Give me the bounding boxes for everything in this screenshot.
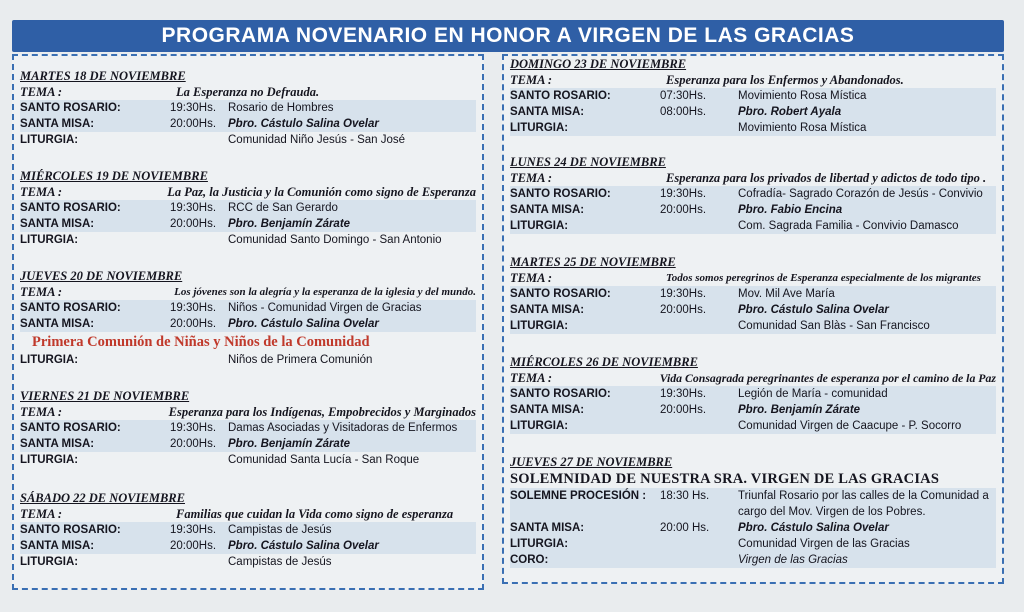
rosario-label: SANTO ROSARIO: bbox=[510, 90, 611, 102]
liturgia-group: Comunidad Virgen de las Gracias bbox=[738, 538, 910, 550]
tema-label: TEMA : bbox=[510, 271, 553, 285]
liturgia-row bbox=[510, 318, 996, 334]
liturgia-label: LITURGIA: bbox=[510, 122, 569, 134]
liturgia-row bbox=[20, 232, 476, 248]
day-block-viernes-21 bbox=[20, 388, 476, 468]
misa-time: 20:00Hs. bbox=[170, 540, 217, 552]
misa-row bbox=[20, 538, 476, 554]
tema-row bbox=[510, 170, 996, 186]
rosario-group: Mov. Mil Ave María bbox=[738, 288, 835, 300]
tema-text: Los jóvenes son la alegría y la esperanza de la iglesia y del mundo. bbox=[174, 286, 476, 298]
tema-text: Familias que cuidan la Vida como signo de esperanza bbox=[176, 507, 454, 521]
misa-label: SANTA MISA: bbox=[20, 438, 95, 450]
day-block-jueves-27 bbox=[510, 454, 996, 568]
rosario-row bbox=[20, 300, 476, 316]
misa-label: SANTA MISA: bbox=[510, 106, 585, 118]
day-title: MARTES 18 DE NOVIEMBRE bbox=[20, 69, 186, 83]
day-block-jueves-20 bbox=[20, 268, 476, 368]
liturgia-group: Comunidad San Blàs - San Francisco bbox=[738, 320, 930, 332]
misa-label: SANTA MISA: bbox=[20, 540, 95, 552]
rosario-time: 19:30Hs. bbox=[660, 388, 707, 400]
misa-celebrant: Pbro. Cástulo Salina Ovelar bbox=[738, 304, 889, 316]
misa-row bbox=[20, 216, 476, 232]
tema-label: TEMA : bbox=[20, 85, 63, 99]
rosario-label: SANTO ROSARIO: bbox=[510, 388, 611, 400]
misa-row bbox=[20, 316, 476, 332]
liturgia-group: Comunidad Niño Jesús - San José bbox=[228, 134, 406, 146]
liturgia-row bbox=[510, 536, 996, 552]
tema-text: Vida Consagrada peregrinantes de esperanza por el camino de la Paz bbox=[659, 371, 996, 385]
tema-text: Esperanza para los Indígenas, Empobrecidos y Marginados bbox=[168, 405, 476, 419]
misa-celebrant: Pbro. Robert Ayala bbox=[738, 106, 842, 118]
rosario-label: SANTO ROSARIO: bbox=[510, 188, 611, 200]
liturgia-group: Comunidad Virgen de Caacupe - P. Socorro bbox=[738, 420, 962, 432]
day-title: MIÉRCOLES 26 DE NOVIEMBRE bbox=[510, 355, 698, 369]
rosario-label: SANTO ROSARIO: bbox=[20, 202, 121, 214]
tema-row bbox=[510, 72, 996, 88]
tema-label: TEMA : bbox=[20, 507, 63, 521]
rosario-group: Cofradía- Sagrado Corazón de Jesús - Convivio bbox=[738, 188, 983, 200]
rosario-row bbox=[510, 88, 996, 104]
procesion-time: 18:30 Hs. bbox=[660, 490, 710, 502]
misa-time: 20:00 Hs. bbox=[660, 522, 710, 534]
misa-time: 20:00Hs. bbox=[170, 438, 217, 450]
first-communion-notice: Primera Comunión de Niñas y Niños de la Comunidad bbox=[32, 334, 370, 350]
misa-label: SANTA MISA: bbox=[20, 318, 95, 330]
liturgia-row bbox=[20, 554, 476, 570]
liturgia-row bbox=[510, 120, 996, 136]
rosario-row bbox=[510, 286, 996, 302]
misa-time: 20:00Hs. bbox=[660, 404, 707, 416]
misa-row bbox=[20, 116, 476, 132]
rosario-label: SANTO ROSARIO: bbox=[20, 524, 121, 536]
misa-row bbox=[20, 436, 476, 452]
liturgia-label: LITURGIA: bbox=[510, 538, 569, 550]
misa-label: SANTA MISA: bbox=[20, 218, 95, 230]
liturgia-group: Niños de Primera Comunión bbox=[228, 354, 373, 366]
day-block-sabado-22 bbox=[20, 490, 476, 570]
liturgia-label: LITURGIA: bbox=[20, 354, 79, 366]
right-column bbox=[502, 54, 1004, 584]
misa-time: 20:00Hs. bbox=[660, 204, 707, 216]
rosario-group: Movimiento Rosa Mística bbox=[738, 90, 867, 102]
misa-label: SANTA MISA: bbox=[510, 204, 585, 216]
misa-celebrant: Pbro. Fabio Encina bbox=[738, 204, 843, 216]
misa-celebrant: Pbro. Cástulo Salina Ovelar bbox=[228, 118, 379, 130]
procesion-label: SOLEMNE PROCESIÓN : bbox=[510, 490, 647, 502]
tema-text: Esperanza para los privados de libertad y adictos de todo tipo . bbox=[666, 171, 987, 185]
misa-row bbox=[510, 302, 996, 318]
misa-label: SANTA MISA: bbox=[20, 118, 95, 130]
misa-label: SANTA MISA: bbox=[510, 404, 585, 416]
rosario-row bbox=[510, 186, 996, 202]
misa-celebrant: Pbro. Cástulo Salina Ovelar bbox=[228, 318, 379, 330]
liturgia-group: Campistas de Jesús bbox=[228, 556, 332, 568]
misa-time: 20:00Hs. bbox=[170, 218, 217, 230]
misa-time: 08:00Hs. bbox=[660, 106, 707, 118]
liturgia-row bbox=[20, 452, 476, 468]
day-title: JUEVES 27 DE NOVIEMBRE bbox=[510, 455, 673, 469]
liturgia-row bbox=[20, 352, 476, 368]
tema-row bbox=[20, 404, 476, 420]
day-title: VIERNES 21 DE NOVIEMBRE bbox=[20, 389, 190, 403]
misa-celebrant: Pbro. Cástulo Salina Ovelar bbox=[738, 522, 889, 534]
tema-label: TEMA : bbox=[510, 73, 553, 87]
misa-row bbox=[510, 402, 996, 418]
rosario-group: RCC de San Gerardo bbox=[228, 202, 338, 214]
misa-row bbox=[510, 104, 996, 120]
rosario-group: Legión de María - comunidad bbox=[738, 388, 888, 400]
page-title: PROGRAMA NOVENARIO EN HONOR A VIRGEN DE LAS GRACIAS bbox=[12, 20, 1004, 52]
procesion-row bbox=[510, 488, 996, 520]
rosario-row bbox=[20, 200, 476, 216]
liturgia-label: LITURGIA: bbox=[20, 556, 79, 568]
rosario-group: Damas Asociadas y Visitadoras de Enfermos bbox=[228, 422, 458, 434]
liturgia-label: LITURGIA: bbox=[510, 420, 569, 432]
tema-text: La Paz, la Justicia y la Comunión como signo de Esperanza bbox=[167, 185, 476, 199]
rosario-row bbox=[20, 420, 476, 436]
rosario-row bbox=[20, 100, 476, 116]
tema-text: Todos somos peregrinos de Esperanza especialmente de los migrantes bbox=[666, 272, 981, 284]
tema-row bbox=[510, 370, 996, 386]
day-block-lunes-24 bbox=[510, 154, 996, 234]
tema-label: TEMA : bbox=[20, 185, 63, 199]
misa-time: 20:00Hs. bbox=[170, 118, 217, 130]
day-block-domingo-23 bbox=[510, 56, 996, 136]
day-title: SÁBADO 22 DE NOVIEMBRE bbox=[20, 491, 185, 505]
day-title: JUEVES 20 DE NOVIEMBRE bbox=[20, 269, 183, 283]
misa-row bbox=[510, 520, 996, 536]
liturgia-label: LITURGIA: bbox=[20, 234, 79, 246]
rosario-time: 19:30Hs. bbox=[170, 524, 217, 536]
liturgia-label: LITURGIA: bbox=[510, 320, 569, 332]
rosario-row bbox=[20, 522, 476, 538]
day-block-martes-25 bbox=[510, 254, 996, 334]
liturgia-row bbox=[510, 418, 996, 434]
liturgia-row bbox=[510, 218, 996, 234]
rosario-time: 19:30Hs. bbox=[170, 422, 217, 434]
liturgia-row bbox=[20, 132, 476, 148]
liturgia-group: Comunidad Santo Domingo - San Antonio bbox=[228, 234, 442, 246]
tema-label: TEMA : bbox=[510, 171, 553, 185]
liturgia-label: LITURGIA: bbox=[510, 220, 569, 232]
coro-group: Virgen de las Gracias bbox=[738, 554, 848, 566]
misa-row bbox=[510, 202, 996, 218]
day-block-martes-18 bbox=[20, 68, 476, 148]
tema-label: TEMA : bbox=[20, 405, 63, 419]
tema-text: Esperanza para los Enfermos y Abandonados. bbox=[666, 73, 904, 87]
tema-row bbox=[510, 270, 996, 286]
liturgia-label: LITURGIA: bbox=[20, 454, 79, 466]
rosario-time: 19:30Hs. bbox=[660, 288, 707, 300]
coro-row bbox=[510, 552, 996, 568]
rosario-label: SANTO ROSARIO: bbox=[510, 288, 611, 300]
tema-row bbox=[20, 184, 476, 200]
misa-celebrant: Pbro. Benjamín Zárate bbox=[738, 404, 861, 416]
liturgia-group: Movimiento Rosa Mística bbox=[738, 122, 867, 134]
misa-celebrant: Pbro. Benjamín Zárate bbox=[228, 218, 351, 230]
rosario-group: Niños - Comunidad Virgen de Gracias bbox=[228, 302, 422, 314]
tema-row bbox=[20, 84, 476, 100]
liturgia-label: LITURGIA: bbox=[20, 134, 79, 146]
rosario-time: 19:30Hs. bbox=[170, 302, 217, 314]
day-block-miercoles-26 bbox=[510, 354, 996, 434]
rosario-time: 07:30Hs. bbox=[660, 90, 707, 102]
day-title: MIÉRCOLES 19 DE NOVIEMBRE bbox=[20, 169, 208, 183]
tema-row bbox=[20, 284, 476, 300]
rosario-group: Campistas de Jesús bbox=[228, 524, 332, 536]
rosario-time: 19:30Hs. bbox=[660, 188, 707, 200]
rosario-row bbox=[510, 386, 996, 402]
rosario-time: 19:30Hs. bbox=[170, 102, 217, 114]
tema-row bbox=[20, 506, 476, 522]
tema-text: La Esperanza no Defrauda. bbox=[176, 85, 320, 99]
coro-label: CORO: bbox=[510, 554, 549, 566]
day-title: LUNES 24 DE NOVIEMBRE bbox=[510, 155, 666, 169]
rosario-label: SANTO ROSARIO: bbox=[20, 422, 121, 434]
left-column bbox=[12, 54, 484, 590]
tema-label: TEMA : bbox=[20, 285, 63, 299]
tema-label: TEMA : bbox=[510, 371, 553, 385]
rosario-time: 19:30Hs. bbox=[170, 202, 217, 214]
day-title: DOMINGO 23 DE NOVIEMBRE bbox=[510, 57, 687, 71]
day-block-miercoles-19 bbox=[20, 168, 476, 248]
liturgia-group: Com. Sagrada Familia - Convivio Damasco bbox=[738, 220, 959, 232]
misa-celebrant: Pbro. Cástulo Salina Ovelar bbox=[228, 540, 379, 552]
liturgia-group: Comunidad Santa Lucía - San Roque bbox=[228, 454, 420, 466]
rosario-group: Rosario de Hombres bbox=[228, 102, 334, 114]
procesion-description: Triunfal Rosario por las calles de la Comunidad a cargo del Mov. Virgen de los Pobres. bbox=[738, 490, 989, 518]
misa-time: 20:00Hs. bbox=[660, 304, 707, 316]
misa-time: 20:00Hs. bbox=[170, 318, 217, 330]
misa-label: SANTA MISA: bbox=[510, 304, 585, 316]
rosario-label: SANTO ROSARIO: bbox=[20, 302, 121, 314]
solemnity-title: SOLEMNIDAD DE NUESTRA SRA. VIRGEN DE LAS GRACIAS bbox=[510, 471, 940, 487]
rosario-label: SANTO ROSARIO: bbox=[20, 102, 121, 114]
day-title: MARTES 25 DE NOVIEMBRE bbox=[510, 255, 676, 269]
misa-label: SANTA MISA: bbox=[510, 522, 585, 534]
misa-celebrant: Pbro. Benjamín Zárate bbox=[228, 438, 351, 450]
